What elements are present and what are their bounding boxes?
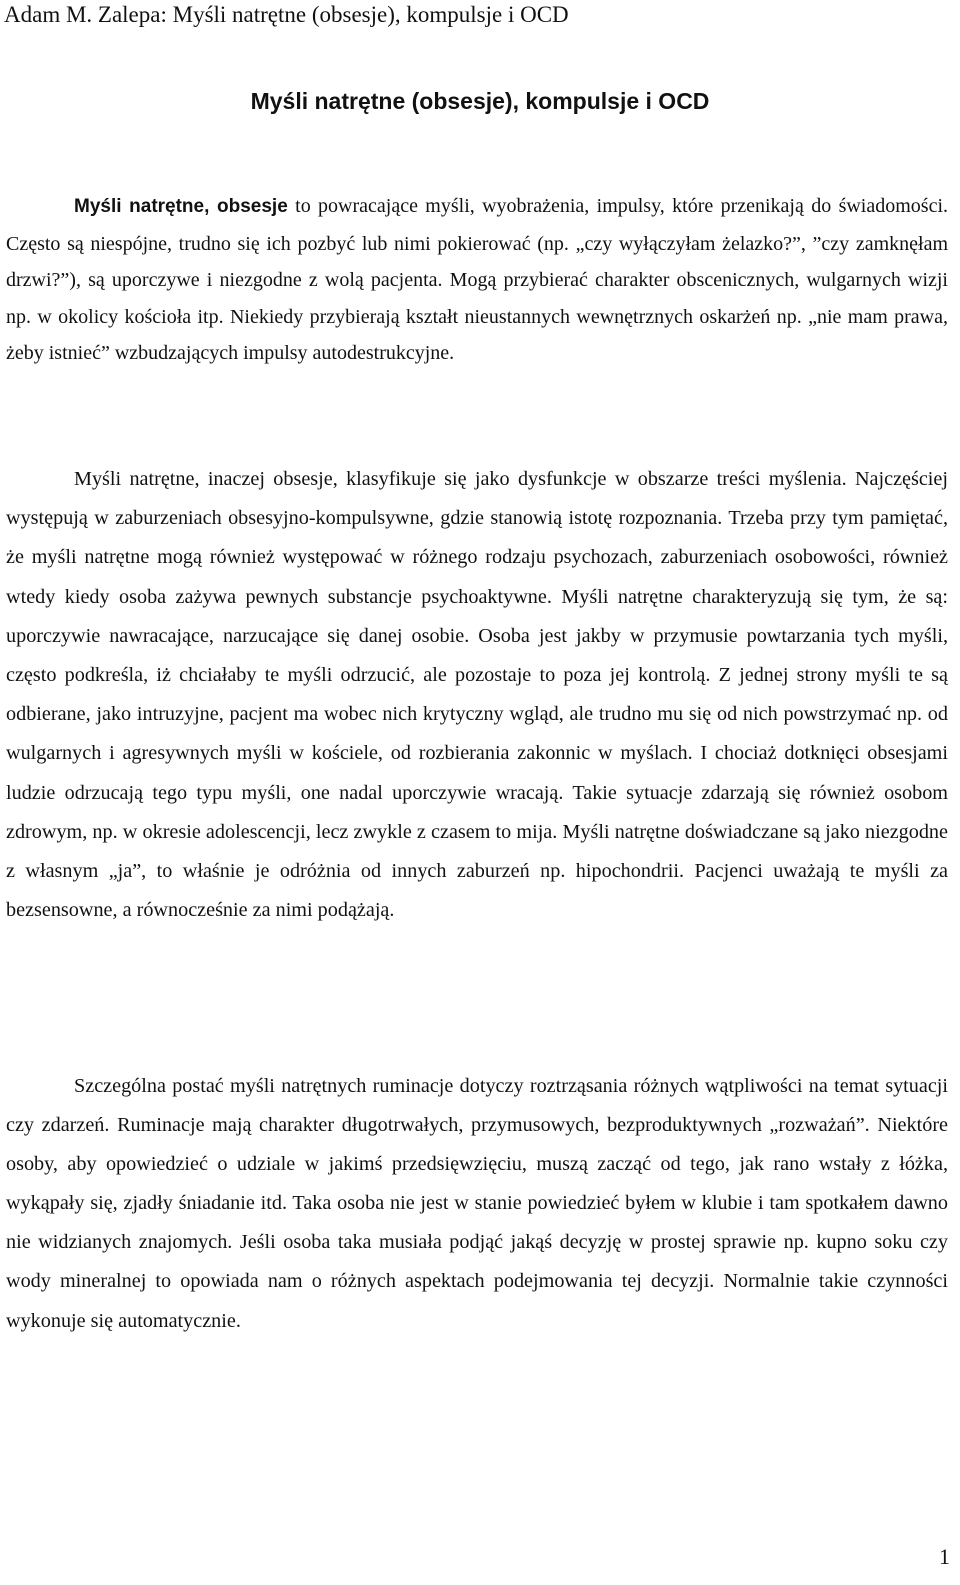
paragraph-definition xyxy=(6,188,948,372)
paragraph-text: Szczególna postać myśli natrętnych ruminacje dotyczy roztrząsania różnych wątpliwości na temat sytuacji czy zdarzeń. Ruminacje mają charakter długotrwałych, przymusowych, bezproduktywnych „rozważań”. Niektóre osoby, aby opowiedzieć o udziale w jakimś przedsięwzięciu, muszą zacząć od tego, jak rano wstały z łóżka, wykąpały się, zjadły śniadanie itd. Taka osoba nie jest w stanie powiedzieć byłem w klubie i tam spotkałem dawno nie widzianych znajomych. Jeśli osoba taka musiała podjąć jakąś decyzję w prostej sprawie np. kupno soku czy wody mineralnej to opowiada nam o różnych aspektach podejmowania tej decyzji. Normalnie takie czynności wykonuje się automatycznie. xyxy=(6,1075,948,1332)
definition-term: Myśli natrętne, obsesje xyxy=(74,196,288,217)
running-header: Adam M. Zalepa: Myśli natrętne (obsesje), kompulsje i OCD xyxy=(4,2,569,27)
paragraph-classification xyxy=(6,460,948,930)
paragraph-ruminations xyxy=(6,1067,948,1341)
paragraph-text: Myśli natrętne, inaczej obsesje, klasyfikuje się jako dysfunkcje w obszarze treści myślenia. Najczęściej występują w zaburzeniach obsesyjno-kompulsywne, gdzie stanowią istotę rozpoznania. Trzeba przy tym pamiętać, że myśli natrętne mogą również występować w różnego rodzaju psychozach, zaburzeniach osobowości, również wtedy kiedy osoba zażywa pewnych substancje psychoaktywne. Myśli natrętne charakteryzują się tym, że są: uporczywie nawracające, narzucające się danej osobie. Osoba jest jakby w przymusie powtarzania tych myśli, często podkreśla, iż chciałaby te myśli odrzucić, ale pozostaje to poza jej kontrolą. Z jednej strony myśli te są odbierane, jako intruzyjne, pacjent ma wobec nich krytyczny wgląd, ale trudno mu się od nich powstrzymać np. od wulgarnych i agresywnych myśli w kościele, od rozbierania zakonnic w myślach. I chociaż dotknięci obsesjami ludzie odrzucają tego typu myśli, one nadal uporczywie wracają. Takie sytuacje zdarzają się również osobom zdrowym, np. w okresie adolescencji, lecz zwykle z czasem to mija. Myśli natrętne doświadczane są jako niezgodne z własnym „ja”, to właśnie je odróżnia od innych zaburzeń np. hipochondrii. Pacjenci uważają te myśli za bezsensowne, a równocześnie za nimi podążają. xyxy=(6,468,948,922)
paragraph-text: to powracające myśli, wyobrażenia, impulsy, które przenikają do świadomości. Często są niespójne, trudno się ich pozbyć lub nimi pokierować (np. „czy wyłączyłam żelazko?”, ”czy zamknęłam drzwi?”), są uporczywe i niezgodne z wolą pacjenta. Mogą przybierać charakter obscenicznych, wulgarnych wizji np. w okolicy kościoła itp. Niekiedy przybierają kształt nieustannych wewnętrznych oskarżeń np. „nie mam prawa, żeby istnieć” wzbudzających impulsy autodestrukcyjne. xyxy=(6,195,949,364)
page-number: 1 xyxy=(939,1544,950,1569)
document-title: Myśli natrętne (obsesje), kompulsje i OCD xyxy=(250,88,710,114)
